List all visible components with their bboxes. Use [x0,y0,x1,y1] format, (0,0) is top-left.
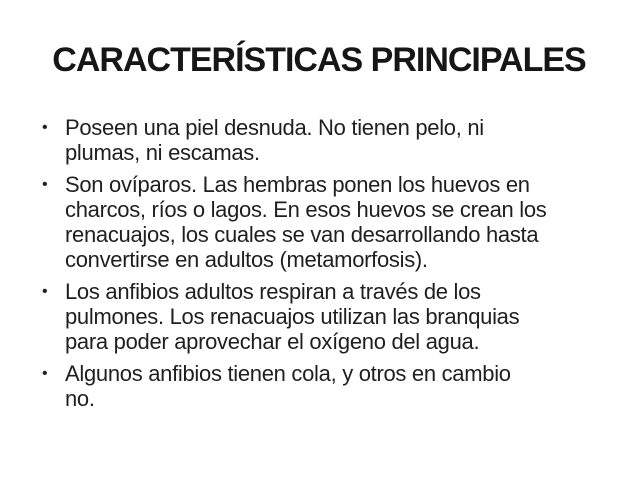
bullet-item [40,115,624,165]
bullet-text-line: plumas, ni escamas. [65,140,260,165]
bullet-text [65,172,624,272]
bullet-text-line: no. [65,386,95,411]
slide-title: CARACTERÍSTICAS PRINCIPALES [52,41,586,79]
bullet-dot-icon: • [42,283,48,300]
bullet-text-line: convertirse en adultos (metamorfosis). [65,247,428,272]
bullet-text-line: Son ovíparos. Las hembras ponen los huevos en [65,172,530,197]
bullet-text-line: charcos, ríos o lagos. En esos huevos se crean los [65,197,547,222]
bullet-text-line: renacuajos, los cuales se van desarrollando hasta [65,222,539,247]
bullet-dot-icon: • [42,365,48,382]
bullet-dot-icon: • [42,119,48,136]
bullet-text [65,279,624,354]
bullet-item [40,172,624,272]
bullet-text-line: para poder aprovechar el oxígeno del agua. [65,329,480,354]
bullet-text-line: Poseen una piel desnuda. No tienen pelo, ni [65,115,484,140]
bullet-text-line: Algunos anfibios tienen cola, y otros en cambio [65,361,511,386]
bullet-text-line: Los anfibios adultos respiran a través de los [65,279,481,304]
bullet-item [40,361,624,411]
bullet-text [65,115,624,165]
bullet-dot-icon: • [42,176,48,193]
bullet-text-line: pulmones. Los renacuajos utilizan las branquias [65,304,520,329]
bullet-item [40,279,624,354]
bullet-list [0,115,638,411]
bullet-text [65,361,624,411]
